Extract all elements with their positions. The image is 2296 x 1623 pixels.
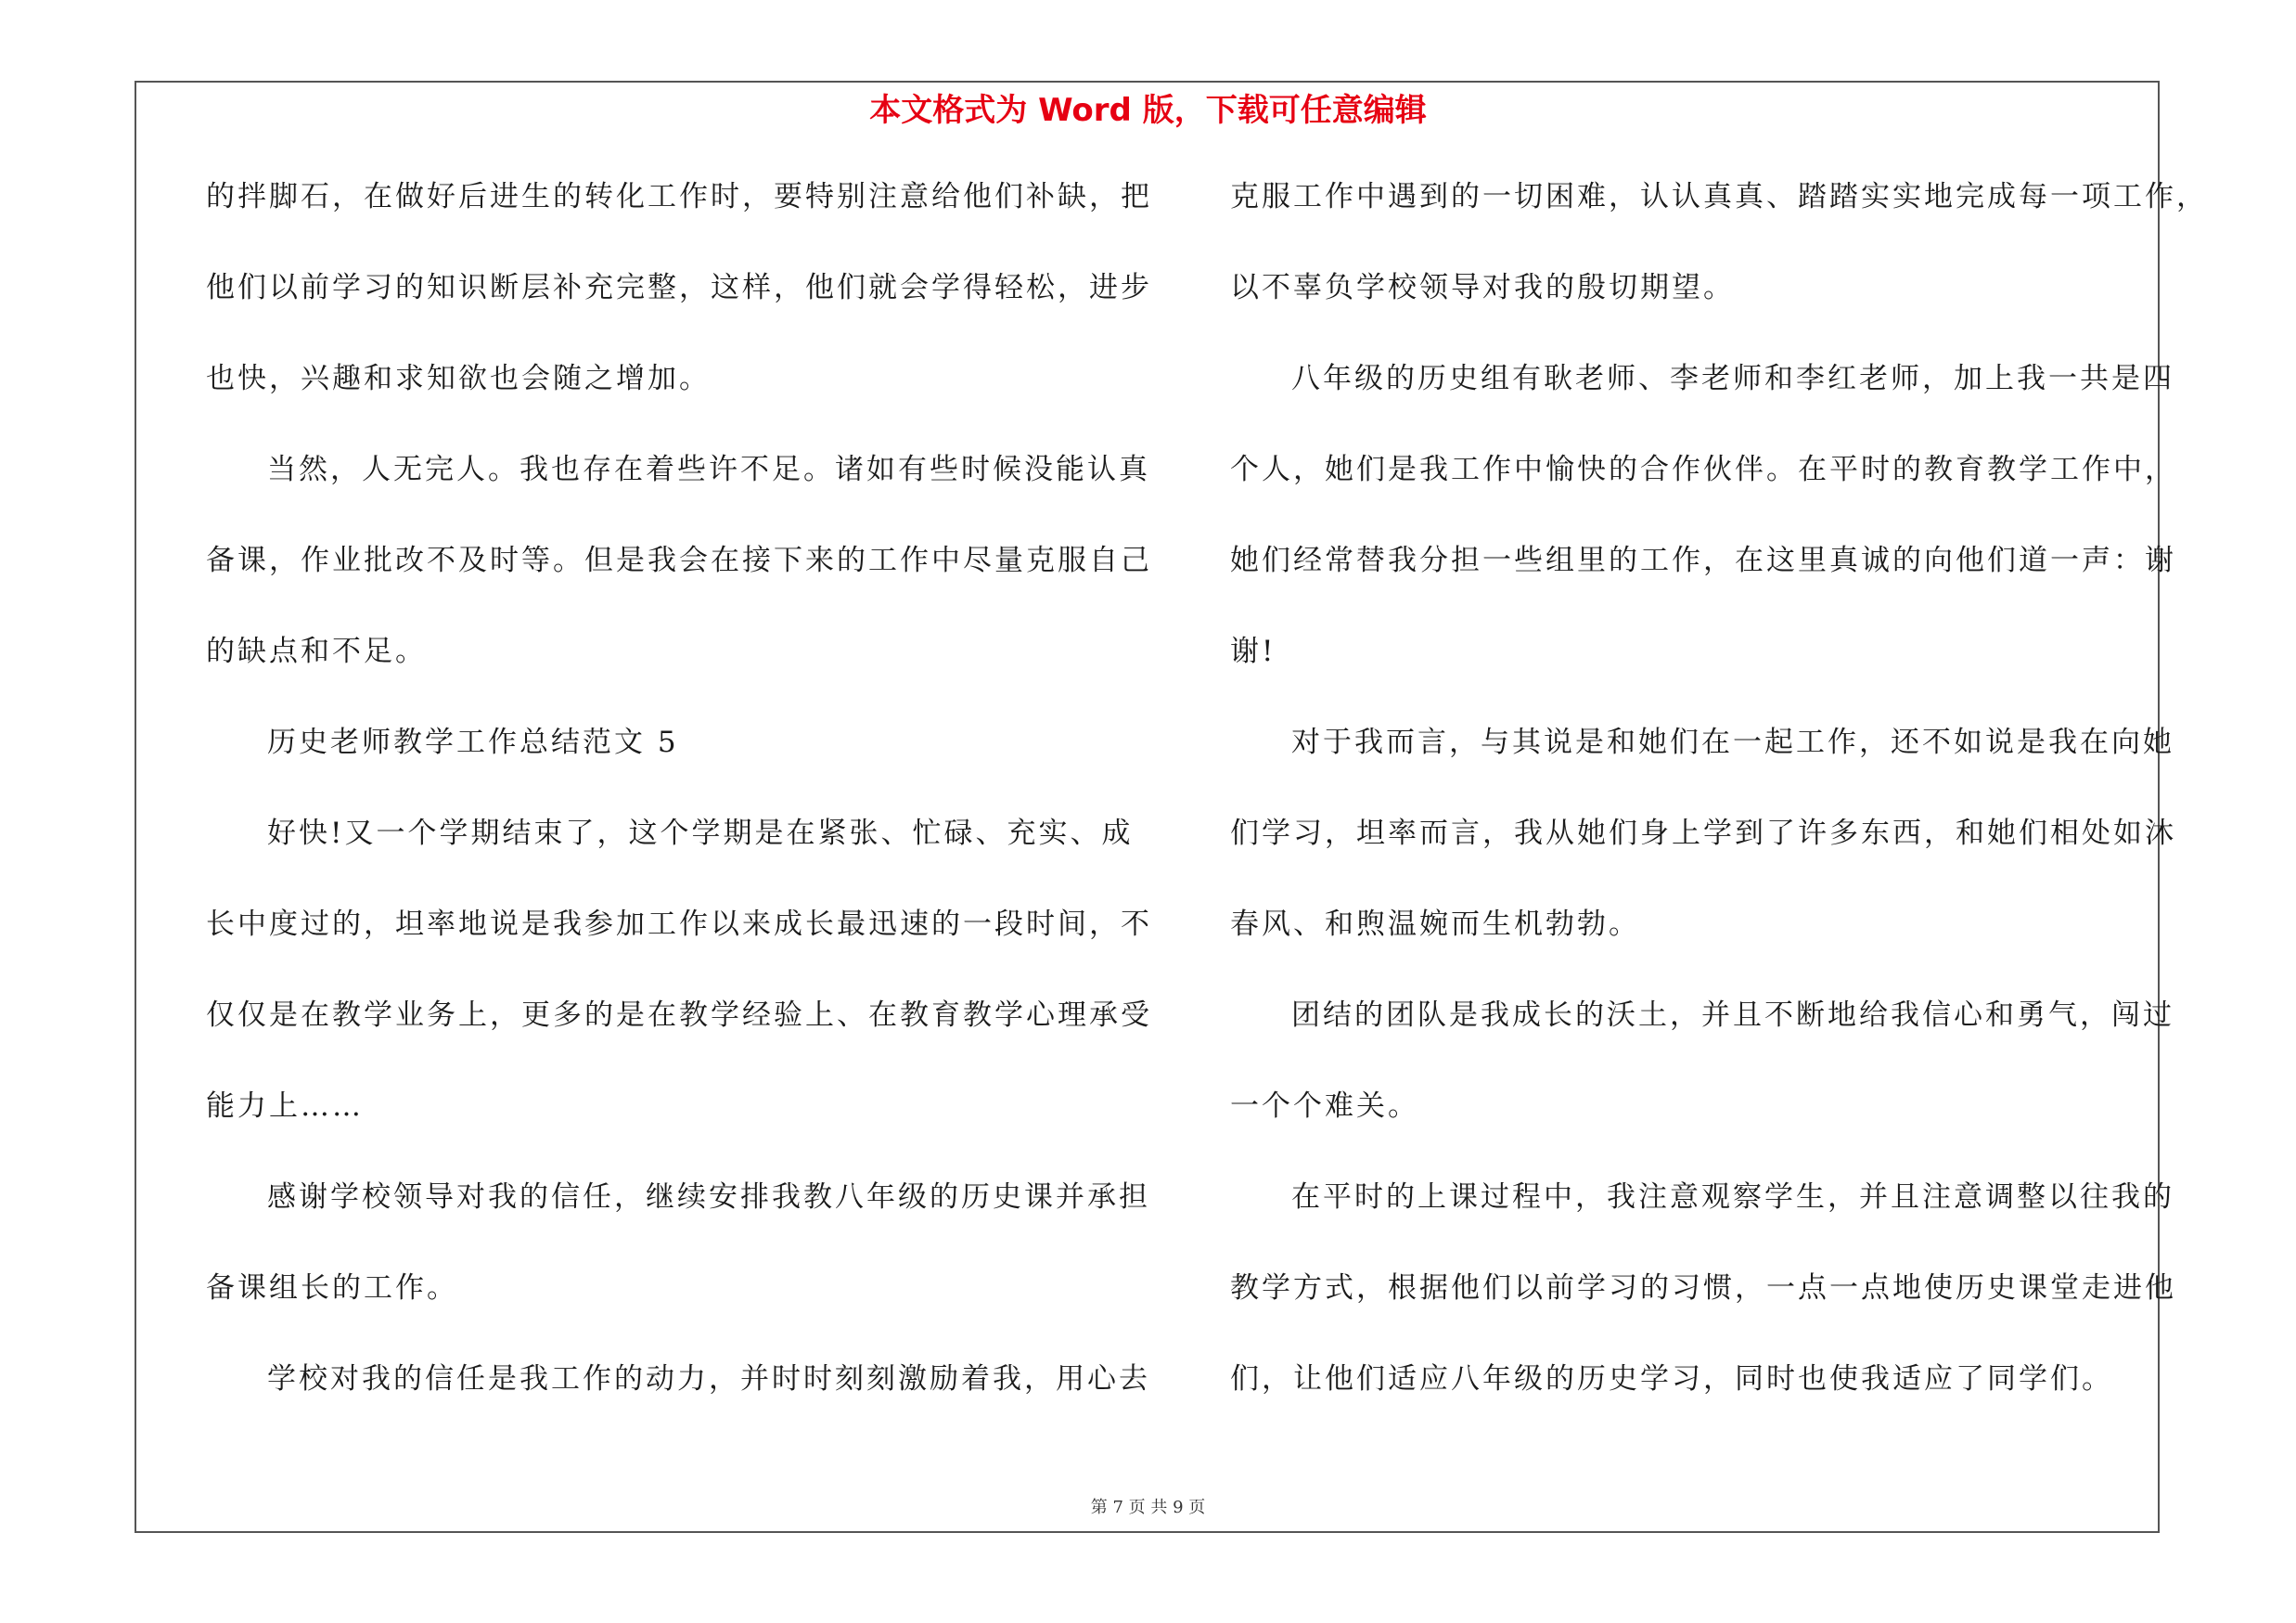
text-line: 他们以前学习的知识断层补充完整，这样，他们就会学得轻松，进步: [206, 271, 1152, 304]
text-line: 克服工作中遇到的一切困难，认认真真、踏踏实实地完成每一项工作，: [1230, 180, 2208, 213]
text-line: 在平时的上课过程中，我注意观察学生，并且注意调整以往我的: [1291, 1180, 2174, 1214]
page-number-footer: 第 7 页 共 9 页: [1090, 1498, 1206, 1517]
text-line: 她们经常替我分担一些组里的工作，在这里真诚的向他们道一声：谢: [1230, 544, 2176, 577]
text-line: 备课，作业批改不及时等。但是我会在接下来的工作中尽量克服自己: [206, 544, 1152, 577]
text-line: 的缺点和不足。: [206, 635, 427, 668]
text-line: 教学方式，根据他们以前学习的习惯，一点一点地使历史课堂走进他: [1230, 1271, 2176, 1305]
text-line: 八年级的历史组有耿老师、李老师和李红老师，加上我一共是四: [1291, 362, 2174, 395]
text-line: 一个个难关。: [1230, 1089, 1419, 1123]
text-line: 的拌脚石，在做好后进生的转化工作时，要特别注意给他们补缺，把: [206, 180, 1152, 213]
text-line: 们，让他们适应八年级的历史学习，同时也使我适应了同学们。: [1230, 1362, 2113, 1396]
text-line: 历史老师教学工作总结范文 5: [267, 726, 679, 759]
text-line: 们学习，坦率而言，我从她们身上学到了许多东西，和她们相处如沐: [1230, 817, 2176, 850]
text-line: 仅仅是在教学业务上，更多的是在教学经验上、在教育教学心理承受: [206, 998, 1152, 1032]
text-line: 好快!又一个学期结束了，这个学期是在紧张、忙碌、充实、成: [267, 817, 1134, 850]
word-format-banner: 本文格式为 Word 版，下载可任意编辑: [869, 92, 1427, 129]
text-line: 谢!: [1230, 635, 1276, 668]
text-line: 长中度过的，坦率地说是我参加工作以来成长最迅速的一段时间，不: [206, 908, 1152, 941]
text-line: 学校对我的信任是我工作的动力，并时时刻刻激励着我，用心去: [267, 1362, 1150, 1396]
text-line: 备课组长的工作。: [206, 1271, 458, 1305]
text-line: 当然，人无完人。我也存在着些许不足。诸如有些时候没能认真: [267, 453, 1150, 486]
text-line: 能力上……: [206, 1089, 364, 1123]
text-line: 也快，兴趣和求知欲也会随之增加。: [206, 362, 711, 395]
text-line: 个人，她们是我工作中愉快的合作伙伴。在平时的教育教学工作中，: [1230, 453, 2176, 486]
text-line: 对于我而言，与其说是和她们在一起工作，还不如说是我在向她: [1291, 726, 2174, 759]
text-line: 感谢学校领导对我的信任，继续安排我教八年级的历史课并承担: [267, 1180, 1150, 1214]
text-line: 团结的团队是我成长的沃土，并且不断地给我信心和勇气，闯过: [1291, 998, 2174, 1032]
text-line: 以不辜负学校领导对我的殷切期望。: [1230, 271, 1735, 304]
text-line: 春风、和煦温婉而生机勃勃。: [1230, 908, 1640, 941]
